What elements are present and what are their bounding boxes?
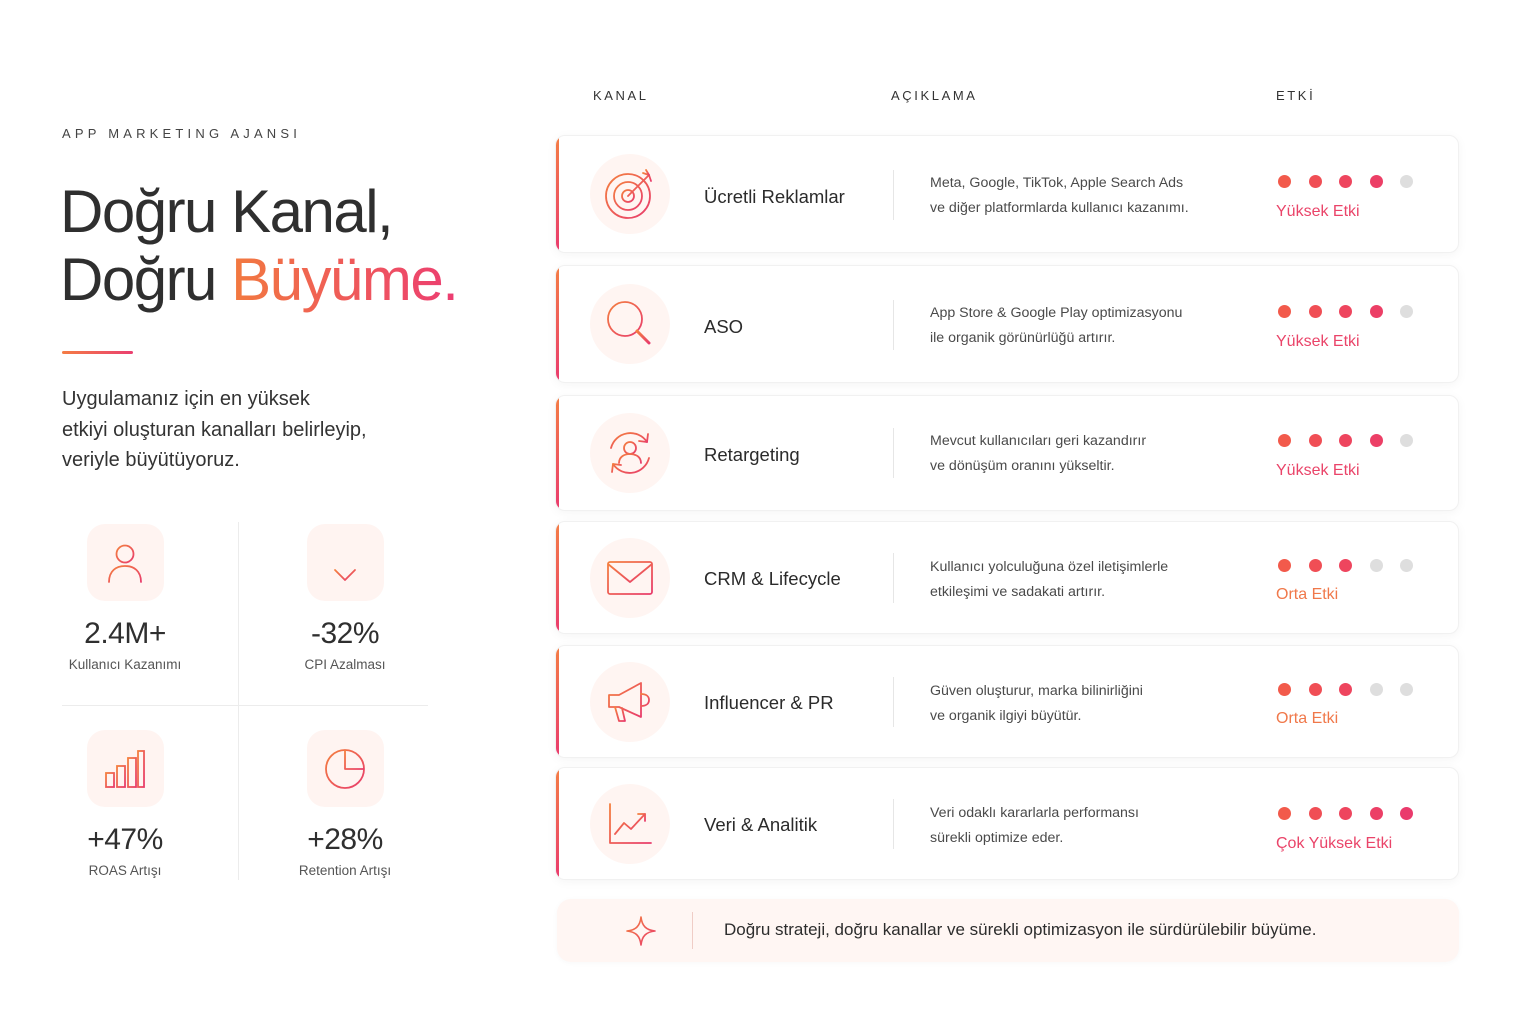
rating-dot-empty <box>1400 175 1413 188</box>
analytics-chart-icon <box>590 784 670 864</box>
rating-dot-filled <box>1278 434 1291 447</box>
rating-dot-filled <box>1400 807 1413 820</box>
channel-row-analytics[interactable] <box>555 767 1459 880</box>
rating-dot-empty <box>1400 559 1413 572</box>
channel-name: Retargeting <box>704 444 800 465</box>
stat-retention <box>282 730 408 878</box>
description-line: Meta, Google, TikTok, Apple Search Ads <box>930 175 1184 191</box>
column-separator <box>893 677 894 727</box>
footer-separator <box>692 912 693 949</box>
megaphone-icon <box>590 662 670 742</box>
rating-dot-filled <box>1309 807 1322 820</box>
intro-line: Uygulamanız için en yüksek <box>62 388 310 410</box>
column-separator <box>893 799 894 849</box>
description-line: ve organik ilgiyi büyütür. <box>930 708 1082 724</box>
channel-description <box>930 679 1230 729</box>
user-icon <box>87 524 164 601</box>
stat-label: Retention Artışı <box>298 863 392 878</box>
headline-line-1: Doğru Kanal, <box>60 178 393 245</box>
headline-line-2-plain: Doğru <box>60 246 232 313</box>
rating-dot-filled <box>1339 683 1352 696</box>
rating-dot-empty <box>1370 559 1383 572</box>
channel-name: CRM & Lifecycle <box>704 568 841 589</box>
channel-description <box>930 171 1230 221</box>
arrow-down-icon <box>307 524 384 601</box>
card-accent-bar <box>556 522 559 633</box>
stat-user-acquisition <box>62 524 188 672</box>
rating-dot-filled <box>1339 559 1352 572</box>
card-accent-bar <box>556 266 559 382</box>
description-line: etkileşimi ve sadakati artırır. <box>930 584 1106 600</box>
rating-dot-filled <box>1309 683 1322 696</box>
stat-roas <box>62 730 188 878</box>
page-title <box>60 178 457 314</box>
rating-dot-filled <box>1309 175 1322 188</box>
description-line: Kullanıcı yolculuğuna özel iletişimlerle <box>930 559 1169 575</box>
channel-name: Influencer & PR <box>704 692 834 713</box>
rating-dot-empty <box>1400 305 1413 318</box>
channel-row-influencer[interactable] <box>555 645 1459 758</box>
pie-chart-icon <box>307 730 384 807</box>
rating-dot-filled <box>1309 559 1322 572</box>
stats-divider-horizontal <box>62 705 428 706</box>
search-icon <box>590 284 670 364</box>
impact-label: Yüksek Etki <box>1276 462 1360 479</box>
rating-dot-empty <box>1400 434 1413 447</box>
headline-accent: Büyüme. <box>231 246 458 313</box>
footer-text: Doğru strateji, doğru kanallar ve sürekli optimizasyon ile sürdürülebilir büyüme. <box>724 920 1317 939</box>
rating-dot-filled <box>1370 175 1383 188</box>
bar-chart-icon <box>87 730 164 807</box>
card-accent-bar <box>556 136 559 252</box>
rating-dot-empty <box>1370 683 1383 696</box>
channel-name: Veri & Analitik <box>704 814 818 835</box>
rating-dot-filled <box>1370 434 1383 447</box>
stat-label: Kullanıcı Kazanımı <box>68 657 182 672</box>
card-accent-bar <box>556 396 559 510</box>
rating-dot-filled <box>1278 683 1291 696</box>
eyebrow-label: APP MARKETING AJANSI <box>62 126 302 141</box>
sparkle-icon <box>625 915 657 947</box>
card-accent-bar <box>556 646 559 757</box>
impact-label: Çok Yüksek Etki <box>1276 835 1393 852</box>
rating-dot-empty <box>1400 683 1413 696</box>
retarget-user-icon <box>590 413 670 493</box>
description-line: ile organik görünürlüğü artırır. <box>930 330 1116 346</box>
description-line: App Store & Google Play optimizasyonu <box>930 305 1183 321</box>
rating-dot-filled <box>1339 305 1352 318</box>
rating-dot-filled <box>1278 559 1291 572</box>
rating-dot-filled <box>1309 305 1322 318</box>
channel-name: Ücretli Reklamlar <box>704 186 845 207</box>
impact-label: Orta Etki <box>1276 710 1339 727</box>
channel-row-crm[interactable] <box>555 521 1459 634</box>
rating-dot-filled <box>1278 175 1291 188</box>
channel-description <box>930 801 1230 851</box>
column-separator <box>893 300 894 350</box>
intro-line: veriyle büyütüyoruz. <box>62 449 240 471</box>
description-line: Mevcut kullanıcıları geri kazandırır <box>930 433 1147 449</box>
channel-description <box>930 429 1230 479</box>
accent-divider <box>62 351 133 354</box>
column-separator <box>893 428 894 478</box>
channel-description <box>930 301 1230 351</box>
description-line: ve diğer platformlarda kullanıcı kazanımı. <box>930 200 1189 216</box>
stat-value: +47% <box>87 823 163 856</box>
rating-dot-filled <box>1339 175 1352 188</box>
intro-line: etkiyi oluşturan kanalları belirleyip, <box>62 418 367 441</box>
rating-dot-filled <box>1278 305 1291 318</box>
stat-cpi <box>282 524 408 672</box>
rating-dot-filled <box>1278 807 1291 820</box>
rating-dot-filled <box>1370 305 1383 318</box>
rating-dot-filled <box>1370 807 1383 820</box>
stat-value: 2.4M+ <box>84 617 166 650</box>
stat-label: CPI Azalması <box>304 657 386 672</box>
card-accent-bar <box>556 768 559 879</box>
stats-grid <box>62 522 428 880</box>
channel-row-retargeting[interactable] <box>555 395 1459 511</box>
description-line: ve dönüşüm oranını yükseltir. <box>930 458 1115 474</box>
stats-divider-vertical <box>238 522 239 880</box>
channel-name: ASO <box>704 316 744 337</box>
rating-dot-filled <box>1339 807 1352 820</box>
channel-description <box>930 555 1230 605</box>
column-header-impact: ETKİ <box>1276 88 1316 103</box>
impact-label: Yüksek Etki <box>1276 333 1360 350</box>
mail-icon <box>590 538 670 618</box>
column-separator <box>893 170 894 220</box>
column-separator <box>893 553 894 603</box>
target-icon <box>590 154 670 234</box>
stat-value: +28% <box>307 823 383 856</box>
column-header-description: AÇIKLAMA <box>891 88 978 103</box>
stat-value: -32% <box>310 617 380 650</box>
channel-row-aso[interactable] <box>555 265 1459 383</box>
rating-dot-filled <box>1309 434 1322 447</box>
rating-dot-filled <box>1339 434 1352 447</box>
impact-label: Yüksek Etki <box>1276 203 1360 220</box>
stat-label: ROAS Artışı <box>88 863 162 878</box>
description-line: Güven oluşturur, marka bilinirliğini <box>930 683 1143 699</box>
footer-banner <box>557 899 1459 962</box>
impact-label: Orta Etki <box>1276 586 1339 603</box>
intro-text <box>62 384 402 476</box>
description-line: sürekli optimize eder. <box>930 830 1064 846</box>
channel-row-paid-ads[interactable] <box>555 135 1459 253</box>
description-line: Veri odaklı kararlarla performansı <box>930 805 1139 821</box>
column-header-channel: KANAL <box>593 88 649 103</box>
